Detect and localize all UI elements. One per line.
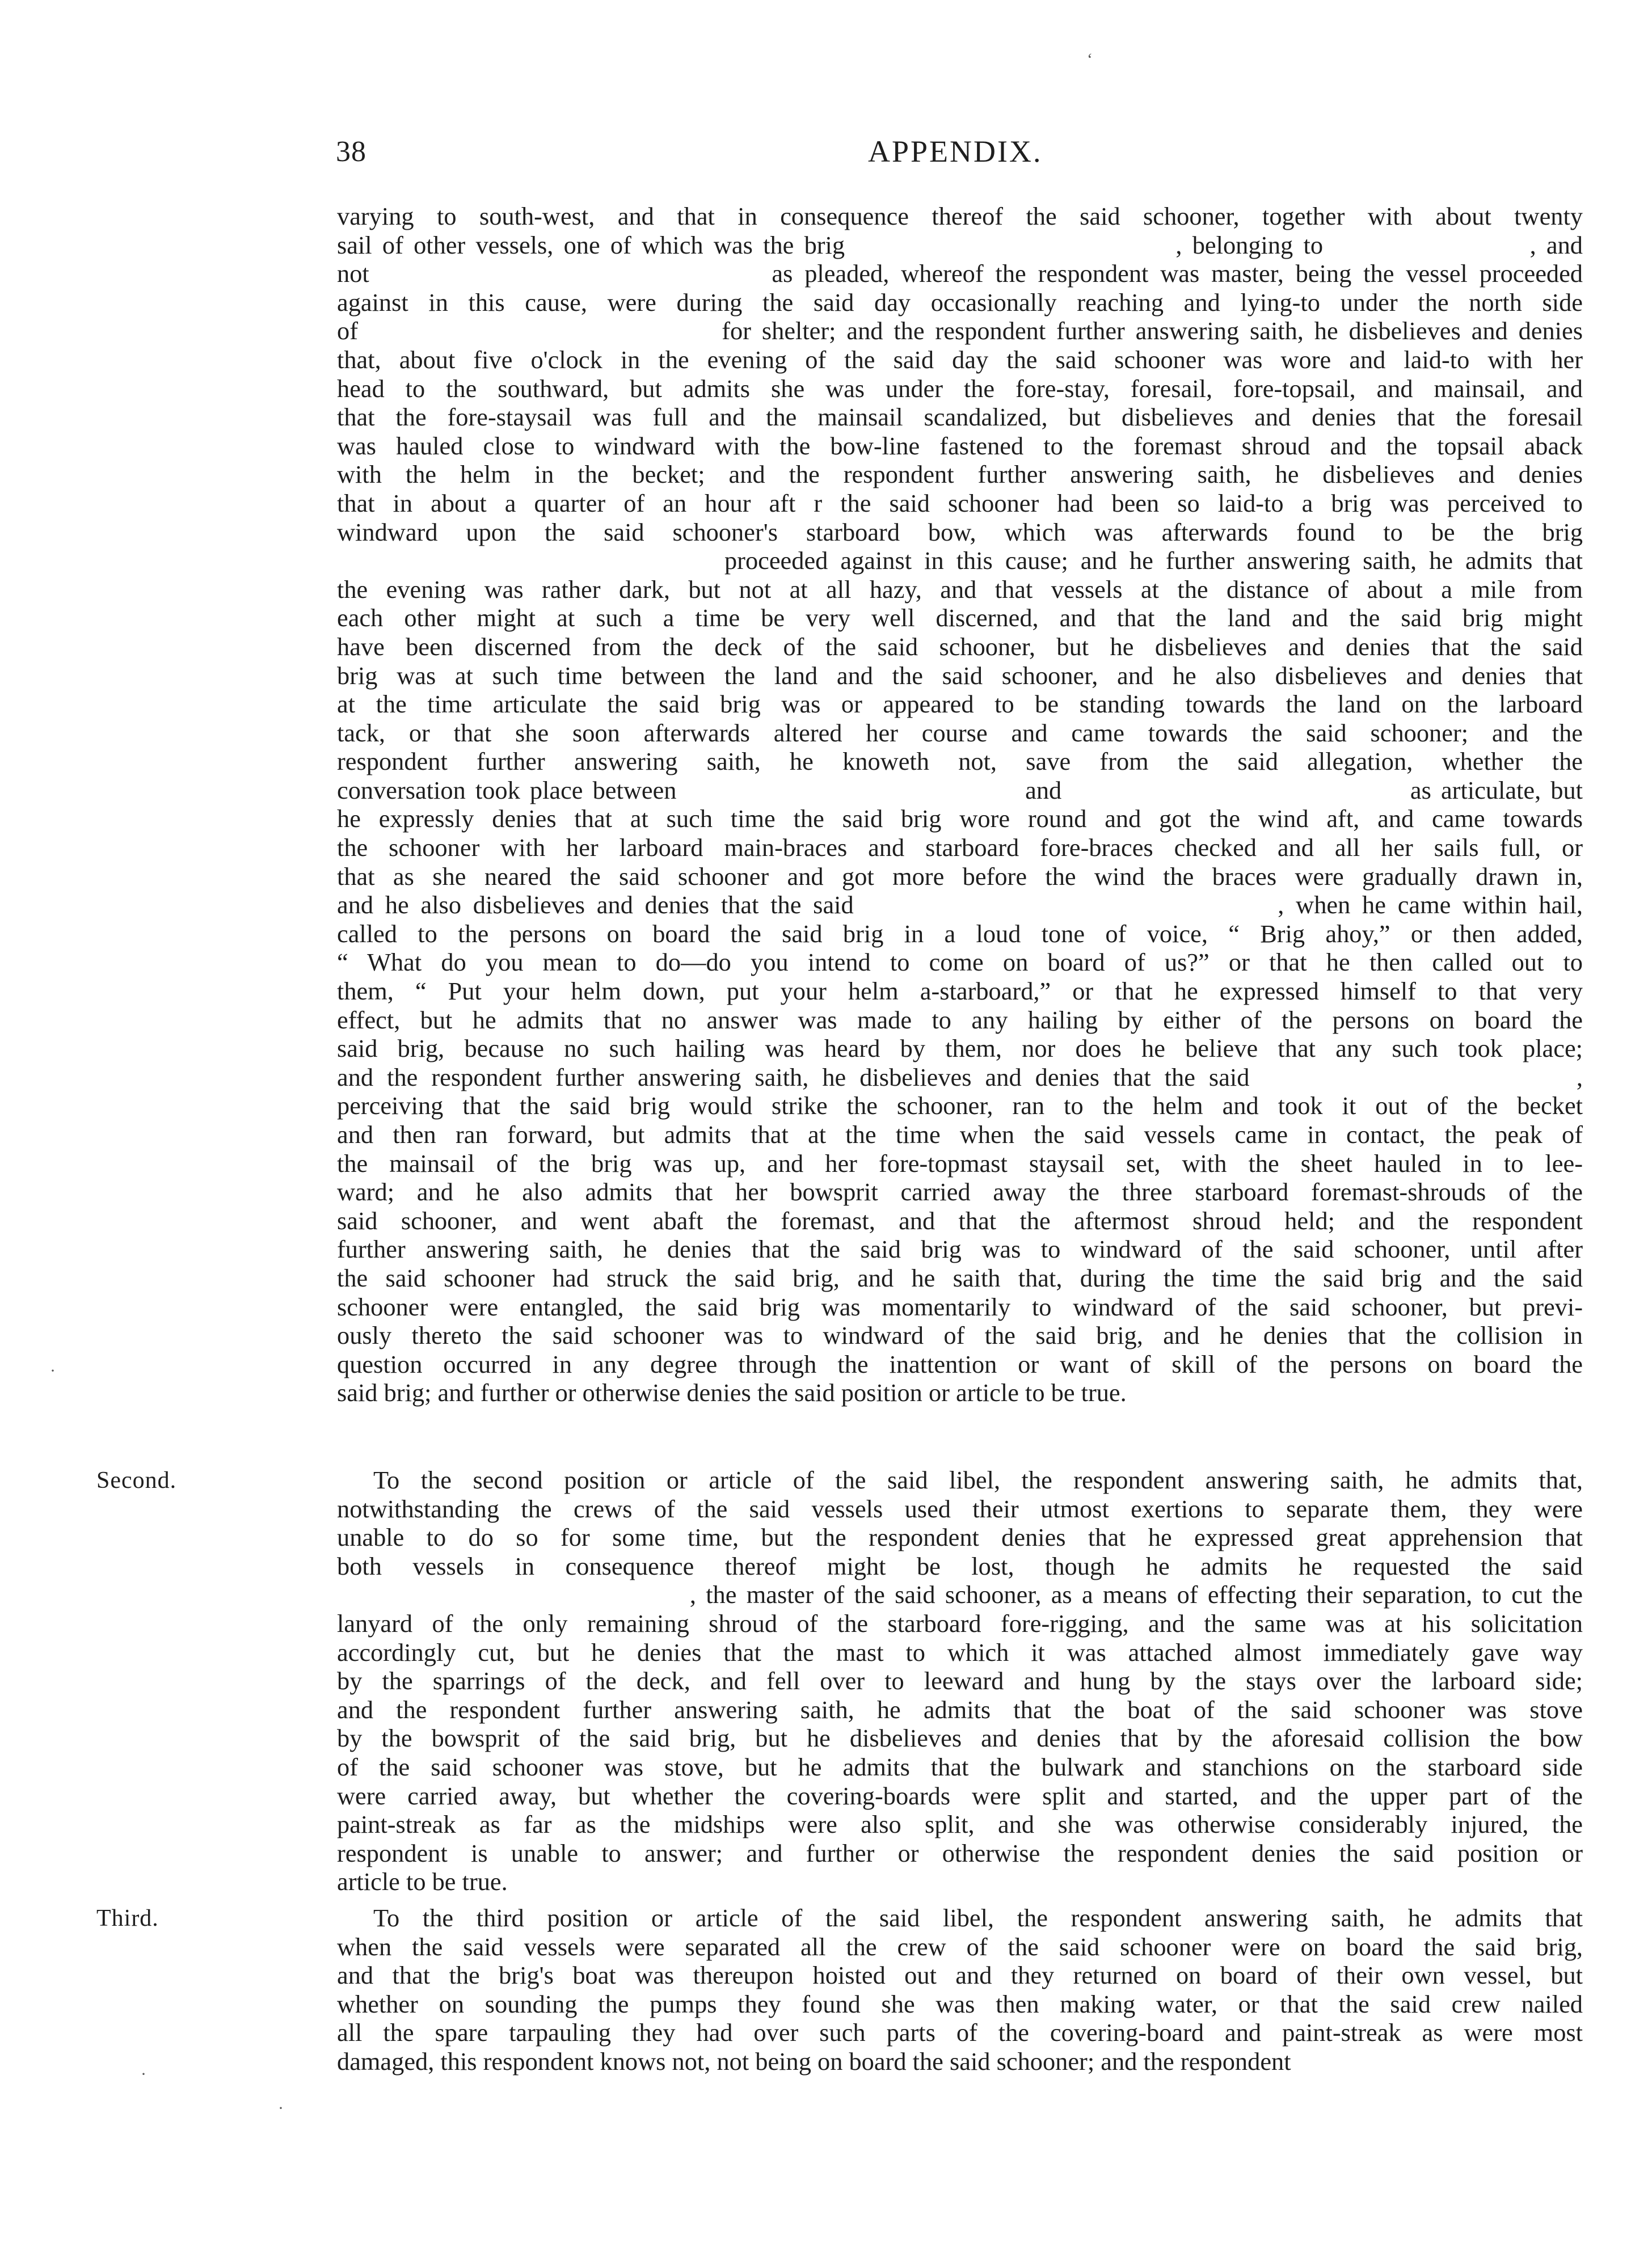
paragraph-third xyxy=(337,1904,1583,2076)
margin-note-third: Third. xyxy=(96,1905,159,1931)
text-line: varying to south-west, and that in consequence thereof the said schooner, together with about twenty xyxy=(337,202,1583,230)
text-line: effect, but he admits that no answer was made to any hailing by either of the persons on board the xyxy=(337,1005,1583,1034)
text-line: conversation took place between and as articulate, but xyxy=(337,775,1583,804)
text-line: not as pleaded, whereof the respondent was master, being the vessel proceeded xyxy=(337,259,1583,288)
paragraph-first xyxy=(337,202,1583,1407)
stray-mark: · xyxy=(141,2065,146,2083)
text-line: sail of other vessels, one of which was the brig , belonging to , and xyxy=(337,230,1583,259)
text-line: that the fore-staysail was full and the mainsail scandalized, but disbelieves and denies that the foresail xyxy=(337,403,1583,432)
text-line: ously thereto the said schooner was to windward of the said brig, and he denies that the collision in xyxy=(337,1321,1583,1350)
text-line: whether on sounding the pumps they found she was then making water, or that the said crew nailed xyxy=(337,1989,1583,2018)
text-line: by the sparrings of the deck, and fell over to leeward and hung by the stays over the larboard side; xyxy=(337,1667,1583,1695)
text-line: ward; and he also admits that her bowsprit carried away the three starboard foremast-shrouds of the xyxy=(337,1178,1583,1207)
text-line: that, about five o'clock in the evening of the said day the said schooner was wore and laid-to with her xyxy=(337,345,1583,374)
text-line: and then ran forward, but admits that at the time when the said vessels came in contact, the peak of xyxy=(337,1120,1583,1149)
text-line: head to the southward, but admits she was under the fore-stay, foresail, fore-topsail, and mainsail, and xyxy=(337,374,1583,403)
text-line: tack, or that she soon afterwards altered her course and came towards the said schooner; and the xyxy=(337,718,1583,747)
text-line: the schooner with her larboard main-braces and starboard fore-braces checked and all her sails full, or xyxy=(337,833,1583,862)
text-line: , the master of the said schooner, as a means of effecting their separation, to cut the xyxy=(337,1580,1583,1609)
text-line: proceeded against in this cause; and he further answering saith, he admits that xyxy=(337,546,1583,575)
text-line: when the said vessels were separated all the crew of the said schooner were on board the said brig, xyxy=(337,1932,1583,1961)
text-line: and the respondent further answering saith, he disbelieves and denies that the said , xyxy=(337,1062,1583,1091)
text-line: “ What do you mean to do—do you intend to come on board of us?” or that he then called out to xyxy=(337,948,1583,977)
text-line: respondent is unable to answer; and further or otherwise the respondent denies the said position or xyxy=(337,1838,1583,1867)
text-line: the mainsail of the brig was up, and her fore-topmast staysail set, with the sheet hauled in to lee- xyxy=(337,1149,1583,1178)
text-line: schooner were entangled, the said brig was momentarily to windward of the said schooner, but previ- xyxy=(337,1292,1583,1321)
margin-note-second: Second. xyxy=(96,1467,177,1494)
page-number: 38 xyxy=(336,136,366,168)
text-line: that in about a quarter of an hour aft r the said schooner had been so laid-to a brig was perceived to xyxy=(337,488,1583,517)
text-line: of the said schooner was stove, but he admits that the bulwark and stanchions on the starboard side xyxy=(337,1752,1583,1781)
text-line: To the third position or article of the said libel, the respondent answering saith, he admits that xyxy=(373,1904,1583,1932)
text-line: each other might at such a time be very well discerned, and that the land and the said brig might xyxy=(337,604,1583,632)
text-line: with the helm in the becket; and the respondent further answering saith, he disbelieves and denies xyxy=(337,460,1583,489)
text-line: at the time articulate the said brig was or appeared to be standing towards the land on the larboard xyxy=(337,690,1583,719)
text-line: and the respondent further answering saith, he admits that the boat of the said schooner was stove xyxy=(337,1695,1583,1724)
text-line: unable to do so for some time, but the respondent denies that he expressed great apprehension that xyxy=(337,1523,1583,1552)
text-line: notwithstanding the crews of the said vessels used their utmost exertions to separate them, they were xyxy=(337,1494,1583,1523)
text-line: said brig, because no such hailing was heard by them, nor does he believe that any such took place; xyxy=(337,1034,1583,1063)
stray-mark: · xyxy=(278,2099,284,2117)
text-line: he expressly denies that at such time the said brig wore round and got the wind aft, and came towards xyxy=(337,804,1583,833)
text-line: said schooner, and went abaft the foremast, and that the aftermost shroud held; and the respondent xyxy=(337,1206,1583,1235)
text-line: and he also disbelieves and denies that the said , when he came within hail, xyxy=(337,891,1583,919)
text-line: and that the brig's boat was thereupon hoisted out and they returned on board of their own vessel, but xyxy=(337,1961,1583,1990)
text-line: of for shelter; and the respondent further answering saith, he disbelieves and denies xyxy=(337,317,1583,345)
text-line: were carried away, but whether the covering-boards were split and started, and the upper part of the xyxy=(337,1781,1583,1810)
text-line: damaged, this respondent knows not, not being on board the said schooner; and the respondent xyxy=(337,2047,1291,2076)
text-line: have been discerned from the deck of the said schooner, but he disbelieves and denies that the said xyxy=(337,632,1583,661)
text-line: the evening was rather dark, but not at all hazy, and that vessels at the distance of about a mile from xyxy=(337,575,1583,604)
text-line: perceiving that the said brig would strike the schooner, ran to the helm and took it out of the becket xyxy=(337,1091,1583,1120)
text-line: the said schooner had struck the said brig, and he saith that, during the time the said brig and the said xyxy=(337,1263,1583,1292)
stray-mark: ‘ xyxy=(1087,50,1093,69)
text-line: respondent further answering saith, he knoweth not, save from the said allegation, whether the xyxy=(337,747,1583,776)
text-line: To the second position or article of the said libel, the respondent answering saith, he admits that, xyxy=(373,1466,1583,1494)
text-line: said brig; and further or otherwise denies the said position or article to be true. xyxy=(337,1378,1127,1407)
text-line: further answering saith, he denies that the said brig was to windward of the said schooner, until after xyxy=(337,1235,1583,1264)
text-line: them, “ Put your helm down, put your helm a-starboard,” or that he expressed himself to that very xyxy=(337,977,1583,1006)
text-line: brig was at such time between the land and the said schooner, and he also disbelieves and denies that xyxy=(337,661,1583,690)
text-line: that as she neared the said schooner and got more before the wind the braces were gradually drawn in, xyxy=(337,862,1583,891)
text-line: paint-streak as far as the midships were also split, and she was otherwise considerably injured, the xyxy=(337,1810,1583,1839)
stray-mark: · xyxy=(50,1361,56,1380)
text-line: was hauled close to windward with the bow-line fastened to the foremast shroud and the topsail aback xyxy=(337,431,1583,460)
text-line: by the bowsprit of the said brig, but he disbelieves and denies that by the aforesaid collision the bow xyxy=(337,1724,1583,1753)
text-line: lanyard of the only remaining shroud of the starboard fore-rigging, and the same was at his solicitation xyxy=(337,1609,1583,1638)
text-line: both vessels in consequence thereof might be lost, though he admits he requested the said xyxy=(337,1551,1583,1580)
paragraph-second xyxy=(337,1466,1583,1896)
text-line: accordingly cut, but he denies that the mast to which it was attached almost immediately gave way xyxy=(337,1638,1583,1667)
text-line: question occurred in any degree through the inattention or want of skill of the persons on board the xyxy=(337,1349,1583,1378)
text-line: against in this cause, were during the said day occasionally reaching and lying-to under the north side xyxy=(337,288,1583,317)
running-head: APPENDIX. xyxy=(868,134,1043,168)
text-line: windward upon the said schooner's starboard bow, which was afterwards found to be the brig xyxy=(337,517,1583,546)
text-line: called to the persons on board the said brig in a loud tone of voice, “ Brig ahoy,” or then added, xyxy=(337,919,1583,948)
text-line: all the spare tarpauling they had over such parts of the covering-board and paint-streak as were most xyxy=(337,2018,1583,2047)
text-line: article to be true. xyxy=(337,1867,508,1896)
